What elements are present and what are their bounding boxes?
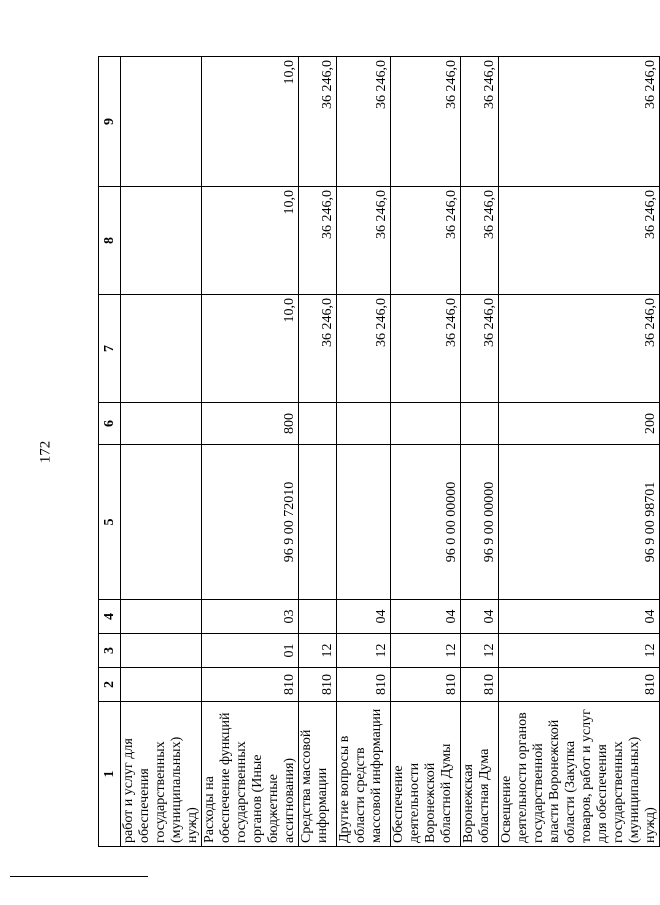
table-cell: 96 9 00 00000 — [461, 445, 499, 600]
table-cell — [337, 403, 391, 445]
table-cell: 96 0 00 00000 — [391, 445, 461, 600]
table-cell: 36 246,0 — [391, 295, 461, 403]
table-cell: 12 — [337, 634, 391, 668]
table-cell: 36 246,0 — [461, 295, 499, 403]
table-header-row — [99, 57, 121, 847]
header-cell: 7 — [99, 295, 121, 403]
table-cell: 810 — [461, 668, 499, 702]
table-row — [299, 57, 337, 847]
table-cell: 03 — [202, 600, 299, 634]
table-cell — [121, 668, 202, 702]
table-cell — [299, 403, 337, 445]
table-cell: 800 — [202, 403, 299, 445]
table-cell: 36 246,0 — [499, 295, 660, 403]
table-cell: 36 246,0 — [499, 187, 660, 295]
table-cell: 36 246,0 — [337, 187, 391, 295]
table-row — [202, 57, 299, 847]
table-cell: 96 9 00 98701 — [499, 445, 660, 600]
row-name-cell: Другие вопросы в области средств массовой информации — [337, 702, 391, 847]
header-cell: 1 — [99, 702, 121, 847]
table-cell: 01 — [202, 634, 299, 668]
table-cell — [461, 403, 499, 445]
budget-table — [98, 56, 660, 847]
table-row — [499, 57, 660, 847]
row-name-cell: Воронежская областная Дума — [461, 702, 499, 847]
table-cell: 36 246,0 — [391, 187, 461, 295]
table-cell: 04 — [391, 600, 461, 634]
footnote-separator — [10, 876, 148, 877]
header-cell: 5 — [99, 445, 121, 600]
table-cell: 12 — [299, 634, 337, 668]
table-cell: 04 — [461, 600, 499, 634]
table-cell: 96 9 00 72010 — [202, 445, 299, 600]
row-name-cell: работ и услуг для обеспечения государственных (муниципальных) нужд) — [121, 702, 202, 847]
table-cell: 36 246,0 — [299, 57, 337, 187]
table-cell: 04 — [499, 600, 660, 634]
header-cell: 6 — [99, 403, 121, 445]
table-cell — [299, 600, 337, 634]
table-cell — [121, 445, 202, 600]
table-cell — [121, 634, 202, 668]
table-cell: 12 — [499, 634, 660, 668]
page-number: 172 — [37, 440, 54, 464]
table-cell: 36 246,0 — [337, 57, 391, 187]
rotated-table-container — [98, 57, 658, 847]
header-cell: 9 — [99, 57, 121, 187]
table-cell: 36 246,0 — [299, 187, 337, 295]
table-row — [121, 57, 202, 847]
header-cell: 8 — [99, 187, 121, 295]
table-cell — [337, 445, 391, 600]
table-cell: 36 246,0 — [461, 57, 499, 187]
table-cell — [299, 445, 337, 600]
table-cell: 36 246,0 — [461, 187, 499, 295]
table-cell — [121, 57, 202, 187]
table-cell: 12 — [461, 634, 499, 668]
table-row — [391, 57, 461, 847]
table-cell — [121, 187, 202, 295]
row-name-cell: Расходы на обеспечение функций государственных органов (Иные бюджетные ассигнования) — [202, 702, 299, 847]
table-cell: 810 — [299, 668, 337, 702]
table-cell: 200 — [499, 403, 660, 445]
table-cell: 36 246,0 — [299, 295, 337, 403]
table-cell — [121, 295, 202, 403]
table-cell: 810 — [391, 668, 461, 702]
table-cell: 10,0 — [202, 187, 299, 295]
table-cell: 10,0 — [202, 295, 299, 403]
table-cell — [391, 403, 461, 445]
header-cell: 4 — [99, 600, 121, 634]
table-row — [337, 57, 391, 847]
table-cell: 36 246,0 — [499, 57, 660, 187]
table-cell: 810 — [202, 668, 299, 702]
header-cell: 3 — [99, 634, 121, 668]
table-cell: 36 246,0 — [337, 295, 391, 403]
table-cell: 810 — [337, 668, 391, 702]
row-name-cell: Освещение деятельности органов государственной власти Воронежской области (Закупка товаров, работ и услуг для обеспечения государственных (муниципальных) нужд) — [499, 702, 660, 847]
table-cell: 810 — [499, 668, 660, 702]
table-cell: 12 — [391, 634, 461, 668]
row-name-cell: Средства массовой информации — [299, 702, 337, 847]
table-cell — [121, 600, 202, 634]
row-name-cell: Обеспечение деятельности Воронежской областной Думы — [391, 702, 461, 847]
table-cell: 04 — [337, 600, 391, 634]
table-cell — [121, 403, 202, 445]
table-cell: 10,0 — [202, 57, 299, 187]
header-cell: 2 — [99, 668, 121, 702]
table-cell: 36 246,0 — [391, 57, 461, 187]
table-row — [461, 57, 499, 847]
